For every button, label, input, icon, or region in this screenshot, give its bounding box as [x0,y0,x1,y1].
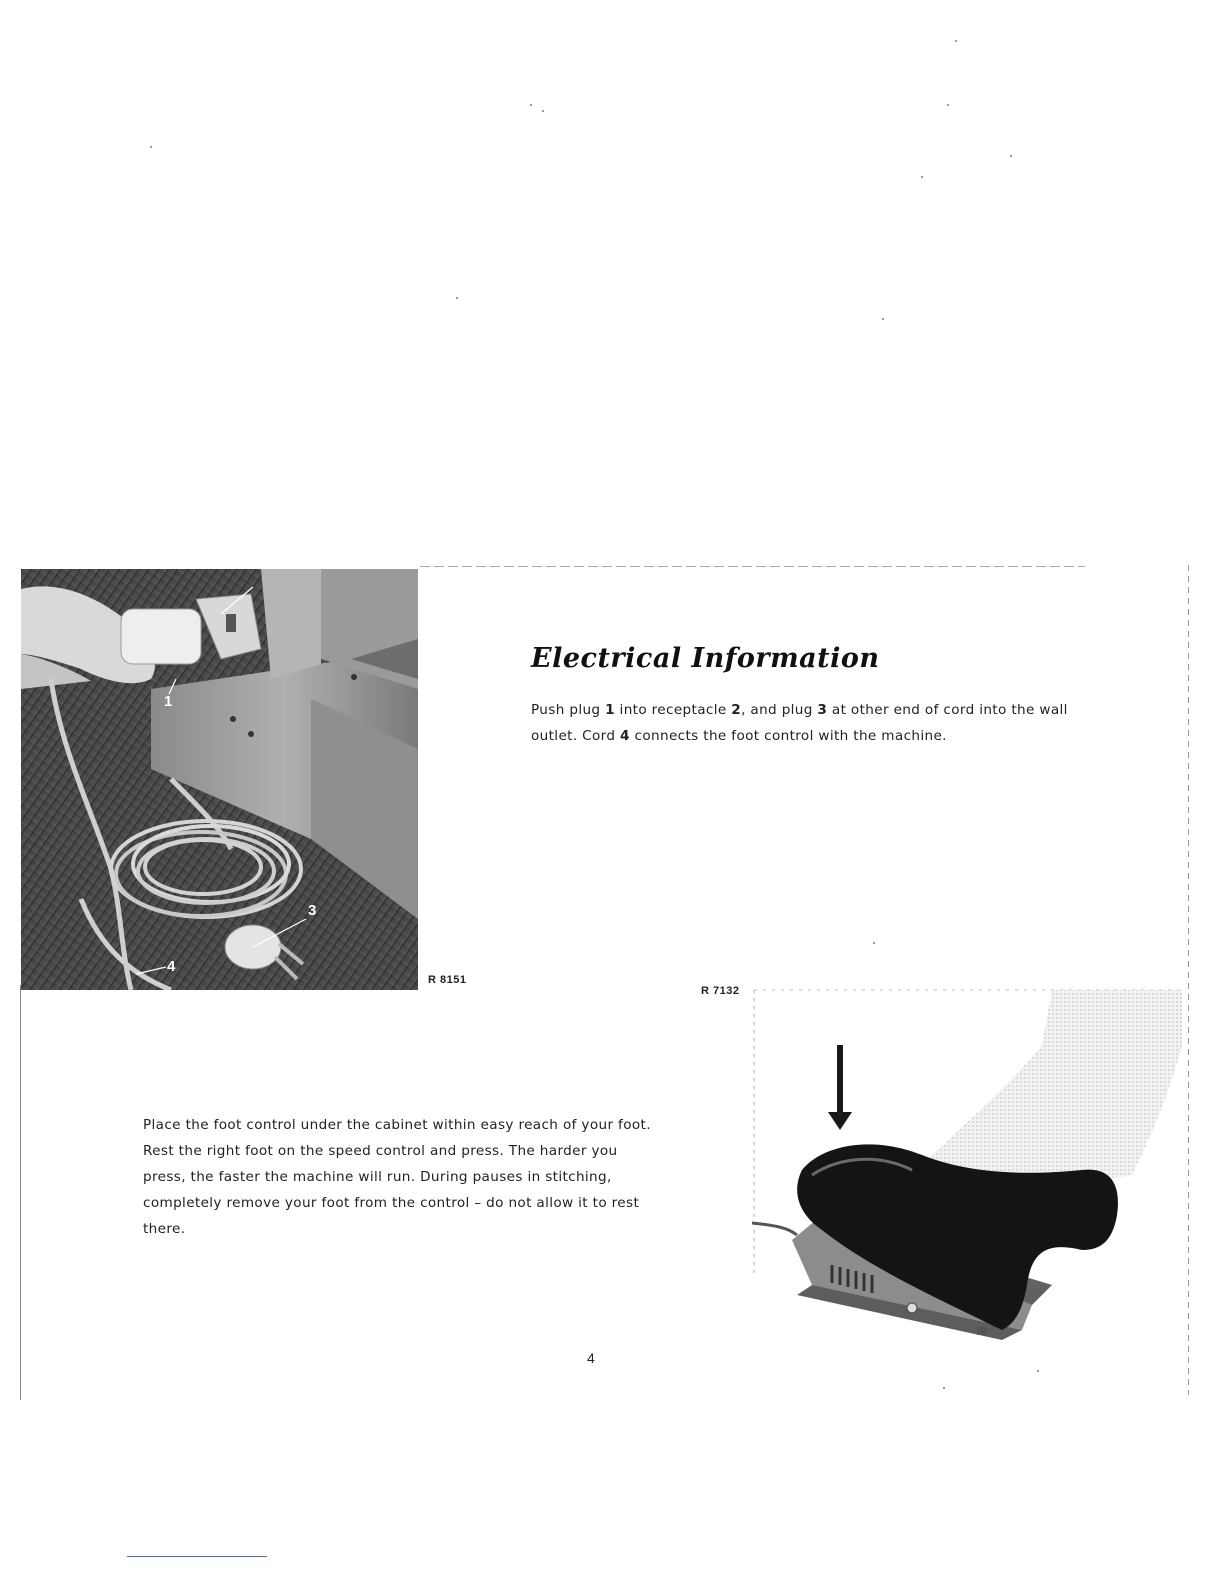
photo-top-code: R 8151 [428,974,467,986]
callout-1: 1 [164,693,173,710]
left-edge-rule [20,985,21,1400]
right-edge-rule [1188,565,1189,1395]
plug-cord-illustration [21,569,418,990]
foot-pedal-illustration [752,985,1184,1355]
callout-3: 3 [308,902,317,919]
intro-ref-2: 2 [731,702,742,718]
intro-text-3: , and plug [741,702,818,718]
intro-paragraph [531,697,1071,749]
bottom-rule [127,1556,267,1557]
photo-bottom-code: R 7132 [701,985,740,997]
intro-ref-1: 1 [605,702,615,718]
page-number: 4 [587,1350,595,1366]
intro-text-1: Push plug [531,702,606,718]
intro-text-4: at other end of cord into the wall outlet. Cord [531,702,1068,744]
page-title: Electrical Information [531,643,880,674]
intro-ref-3: 3 [817,702,828,718]
top-rule [420,566,1085,567]
intro-ref-4: 4 [620,728,630,744]
callout-4: 4 [167,958,176,975]
photo-plug-receptacle [21,569,418,990]
intro-text-2: into receptacle [614,702,732,718]
intro-text-5: connects the foot control with the machine. [629,728,947,744]
foot-control-paragraph: Place the foot control under the cabinet within easy reach of your foot. Rest the right foot on the speed control and press. The harder you press, the faster the machine will run. During pauses in stitching, completely remove your foot from the control – do not allow it to rest there. [143,1117,651,1237]
photo-foot-control [752,985,1184,1355]
